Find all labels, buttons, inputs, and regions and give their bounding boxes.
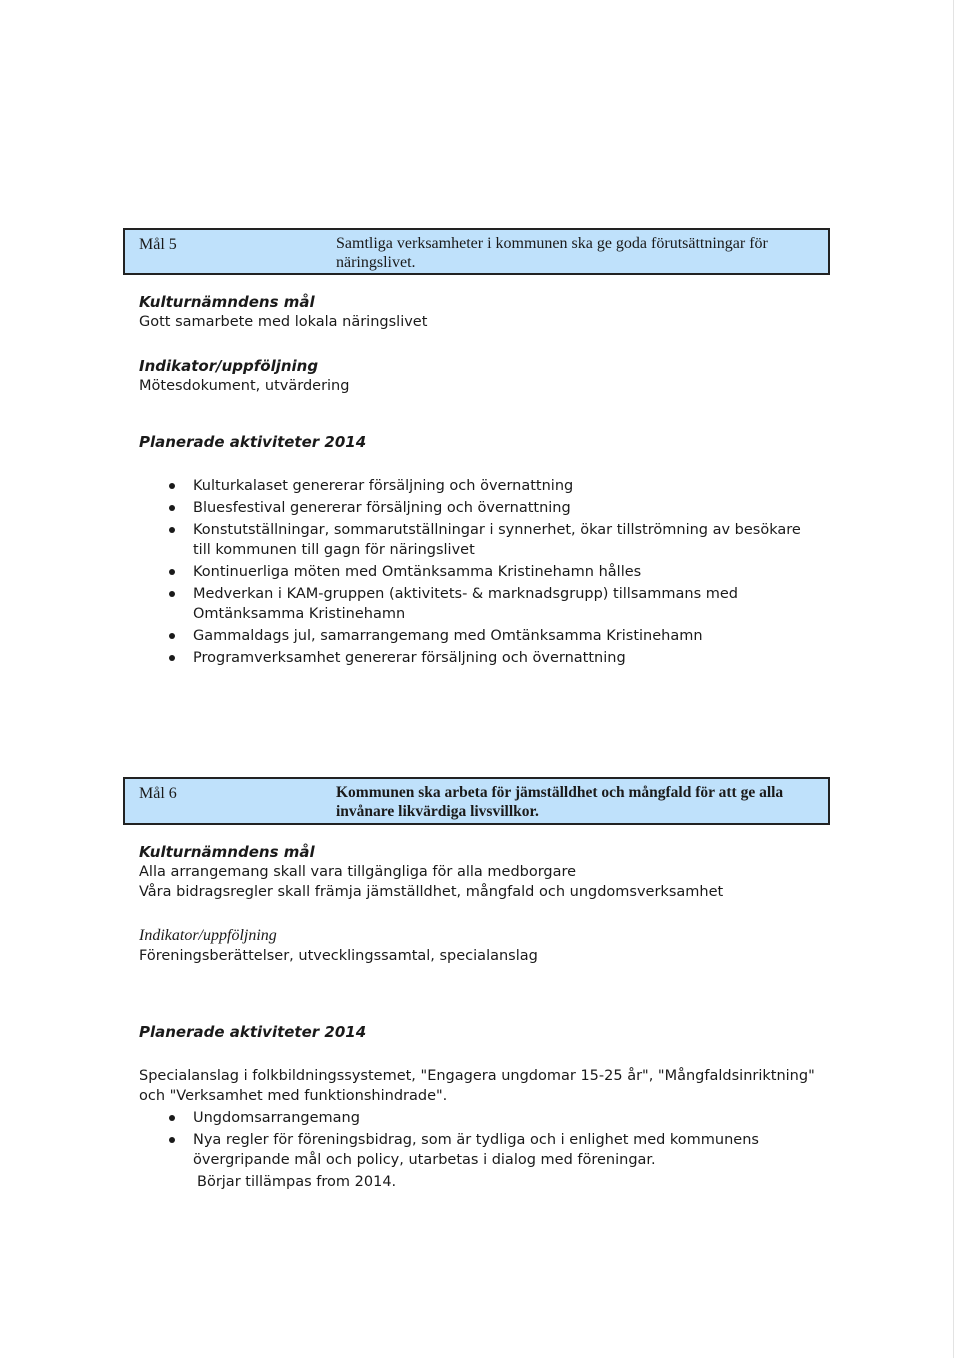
goal-6-kultur-section <box>139 842 839 902</box>
goal-6-kultur-heading: Kulturnämndens mål <box>139 843 315 861</box>
bullet-icon <box>169 1115 175 1121</box>
goal-5-indikator-text: Mötesdokument, utvärdering <box>139 378 350 394</box>
bullet-icon <box>169 655 175 661</box>
goal-5-kultur-text: Gott samarbete med lokala näringslivet <box>139 314 428 330</box>
page-edge-line <box>953 0 954 1358</box>
goal-6-label: Mål 6 <box>139 785 177 802</box>
goal-6-note: Börjar tillämpas from 2014. <box>197 1174 397 1190</box>
list-item: Bluesfestival genererar försäljning och övernattning <box>139 498 819 518</box>
bullet-icon <box>169 505 175 511</box>
list-item: Gammaldags jul, samarrangemang med Omtänksamma Kristinehamn <box>139 626 819 646</box>
goal-6-indikator-section <box>139 926 839 966</box>
bullet-icon <box>169 633 175 639</box>
bullet-icon <box>169 591 175 597</box>
goal-5-kultur-heading: Kulturnämndens mål <box>139 293 315 311</box>
goal-6-indikator-text: Föreningsberättelser, utvecklingssamtal, specialanslag <box>139 948 538 964</box>
goal-6-planerade-text: Specialanslag i folkbildningssystemet, "Engagera ungdomar 15-25 år", "Mångfaldsinriktning" och "Verksamhet med funktionshindrade". <box>139 1068 815 1104</box>
goal-5-label: Mål 5 <box>139 236 177 253</box>
goal-5-planerade-heading: Planerade aktiviteter 2014 <box>139 433 367 451</box>
bullet-icon <box>169 1137 175 1143</box>
list-item: Ungdomsarrangemang <box>139 1108 819 1128</box>
goal-5-activity-list <box>139 476 819 670</box>
list-item: Medverkan i KAM-gruppen (aktivitets- & marknadsgrupp) tillsammans med Omtänksamma Kristinehamn <box>139 584 819 624</box>
bullet-icon <box>169 527 175 533</box>
goal-6-indikator-heading: Indikator/uppföljning <box>139 927 277 944</box>
list-item: Nya regler för föreningsbidrag, som är tydliga och i enlighet med kommunens övergripande mål och policy, utarbetas i dialog med föreningar. <box>139 1130 819 1170</box>
goal-6-text: Kommunen ska arbeta för jämställdhet och mångfald för att ge alla invånare likvärdiga livsvillkor. <box>336 784 784 820</box>
goal-5-indikator-heading: Indikator/uppföljning <box>139 357 319 375</box>
bullet-icon <box>169 569 175 575</box>
goal-6-box <box>123 777 830 825</box>
goal-5-planerade-section <box>139 432 839 452</box>
goal-5-box <box>123 228 830 275</box>
goal-5-kultur-section <box>139 292 839 332</box>
list-item: Kontinuerliga möten med Omtänksamma Kristinehamn hålles <box>139 562 819 582</box>
goal-6-kultur-line-1: Alla arrangemang skall vara tillgängliga för alla medborgare <box>139 864 577 880</box>
list-item: Konstutställningar, sommarutställningar i synnerhet, ökar tillströmning av besökare till kommunen till gagn för näringslivet <box>139 520 819 560</box>
goal-6-planerade-heading: Planerade aktiviteter 2014 <box>139 1023 367 1041</box>
goal-6-planerade-body <box>139 1066 819 1192</box>
bullet-icon <box>169 483 175 489</box>
list-item: Programverksamhet genererar försäljning och övernattning <box>139 648 819 668</box>
goal-5-indikator-section <box>139 356 839 396</box>
goal-6-planerade-section <box>139 1022 839 1042</box>
goal-6-kultur-line-2: Våra bidragsregler skall främja jämställdhet, mångfald och ungdomsverksamhet <box>139 884 724 900</box>
goal-5-text: Samtliga verksamheter i kommunen ska ge goda förutsättningar för näringslivet. <box>336 235 768 271</box>
list-item: Kulturkalaset genererar försäljning och övernattning <box>139 476 819 496</box>
